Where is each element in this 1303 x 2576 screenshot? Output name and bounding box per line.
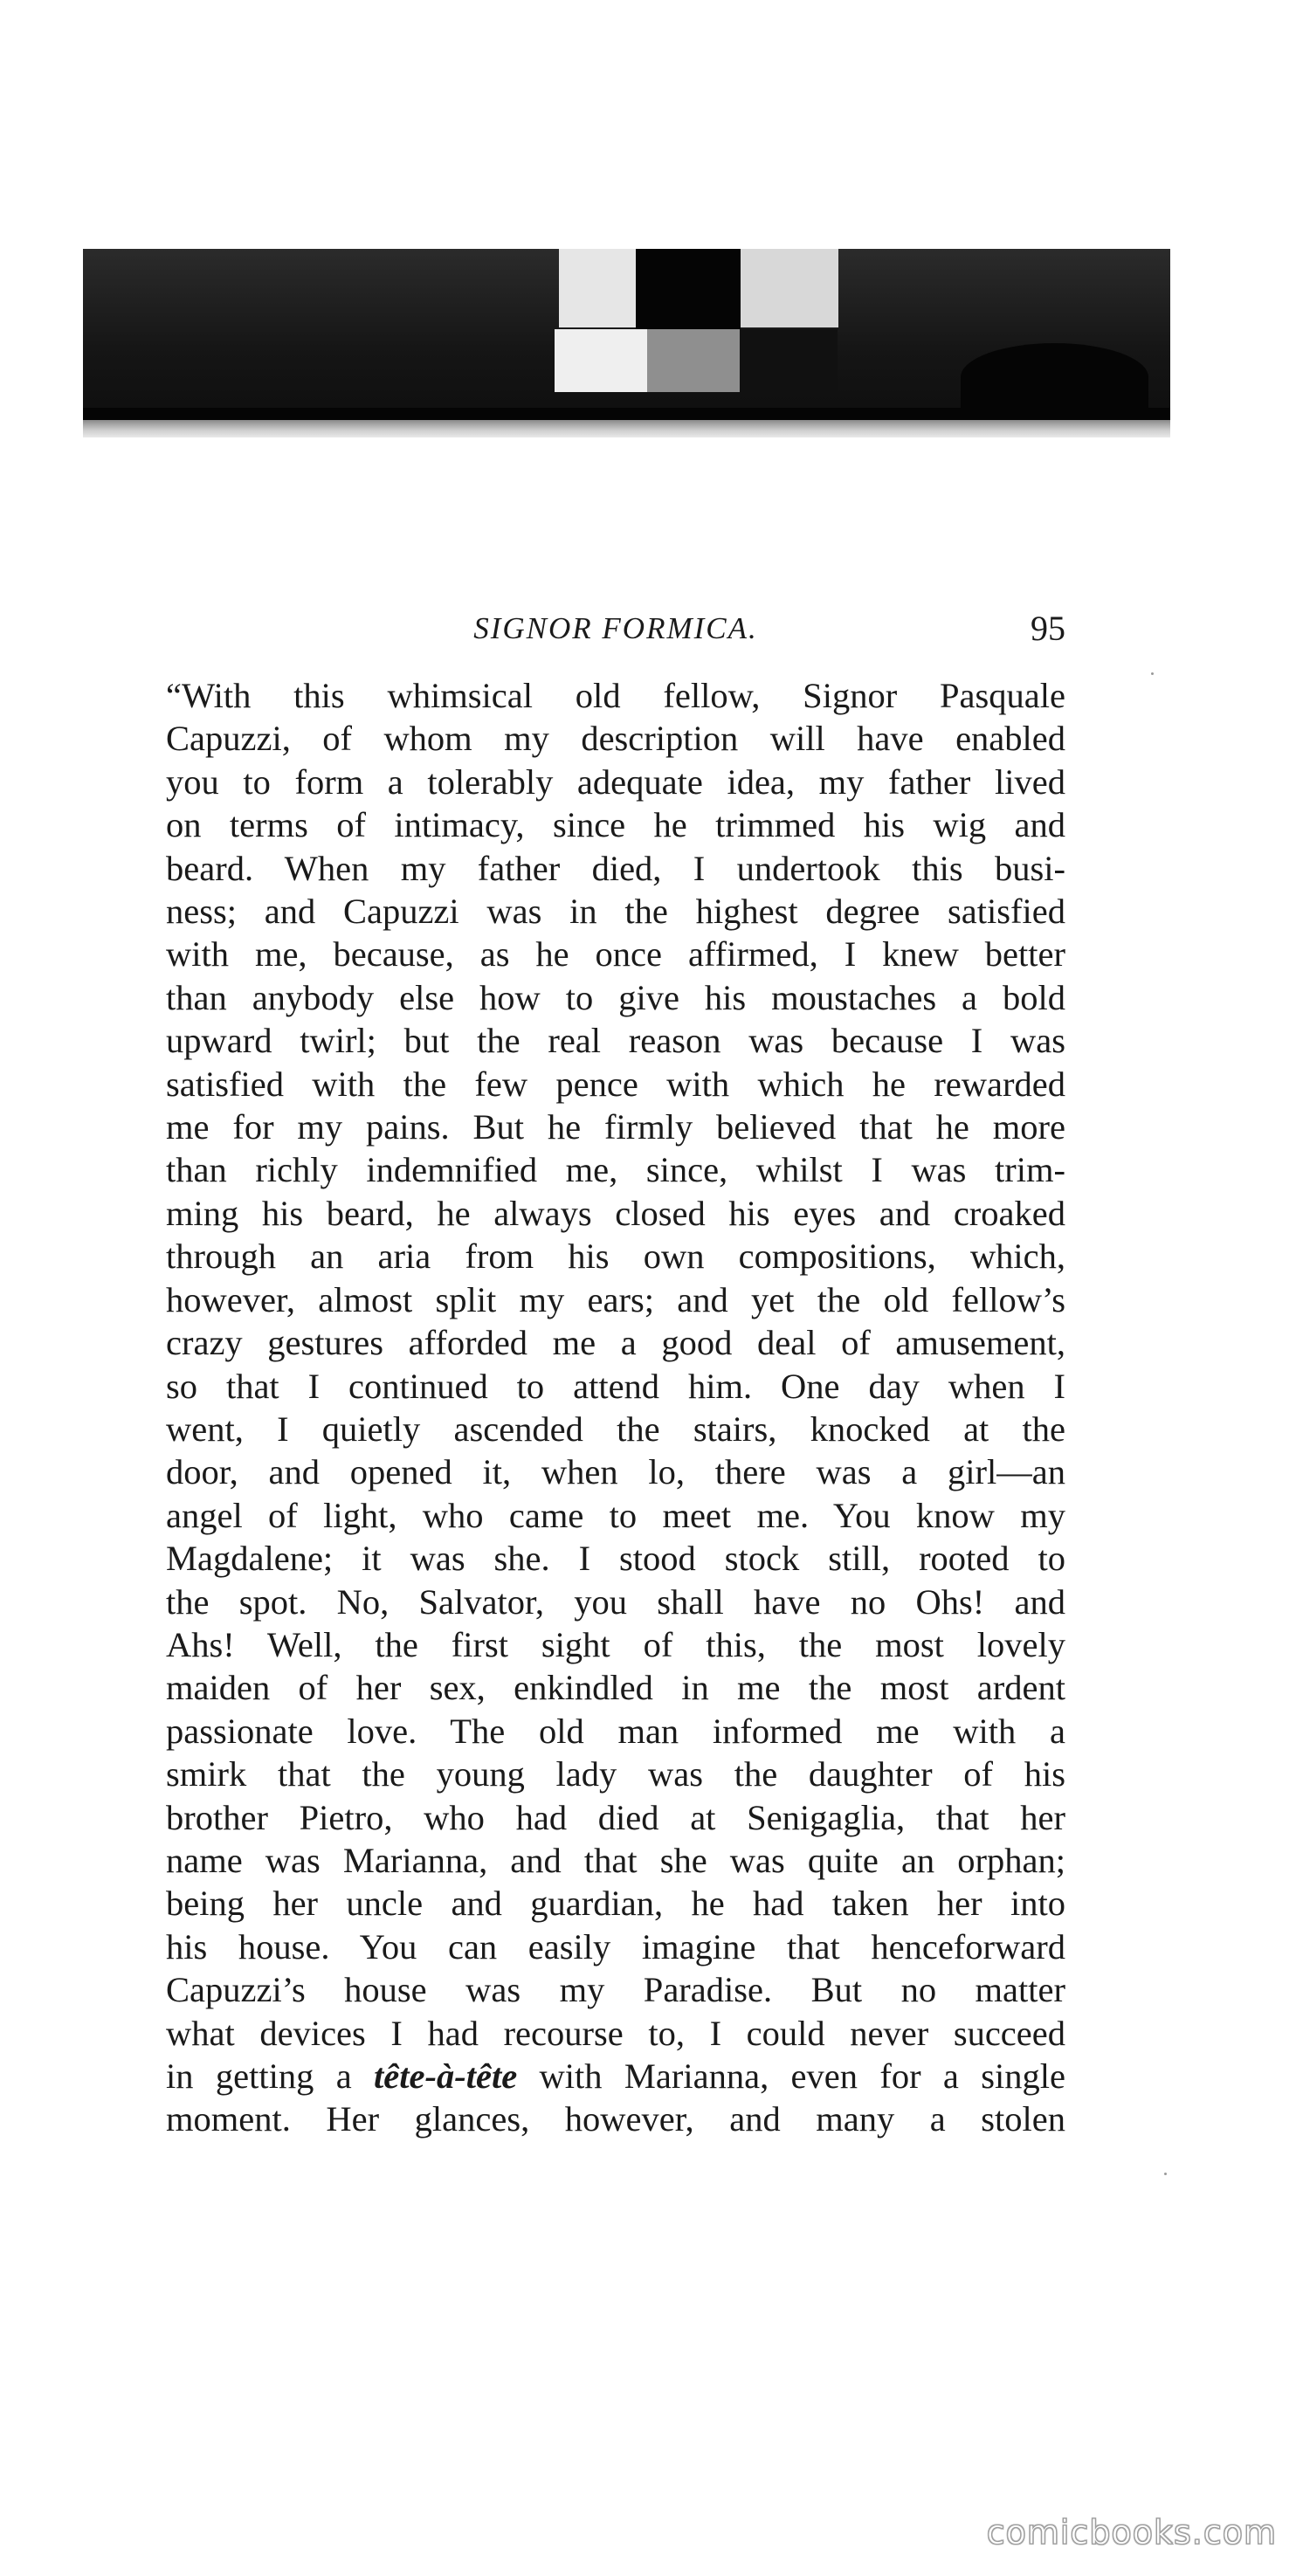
text-line: satisfied with the few pence with which he rewarded: [166, 1064, 1065, 1104]
text-line: you to form a tolerably adequate idea, my father lived: [166, 761, 1065, 802]
text-line: name was Marianna, and that she was quite an orphan;: [166, 1840, 1065, 1880]
text-line: on terms of intimacy, since he trimmed his wig and: [166, 805, 1065, 845]
text-line: [166, 2055, 1065, 2097]
text-line: door, and opened it, when lo, there was a girl—an: [166, 1452, 1065, 1492]
image-floor: [83, 420, 1170, 437]
watermark: comicbooks.com: [986, 2513, 1277, 2552]
text-line: crazy gestures afforded me a good deal of amusement,: [166, 1323, 1065, 1363]
running-title: SIGNOR FORMICA.: [473, 611, 758, 645]
image-shape: [961, 343, 1148, 411]
image-block: [636, 249, 741, 329]
text-line: Magdalene; it was she. I stood stock still, rooted to: [166, 1539, 1065, 1579]
text-line: through an aria from his own compositions, which,: [166, 1236, 1065, 1277]
text-fragment: in getting a: [166, 2056, 352, 2096]
image-block: [559, 249, 636, 327]
text-line: brother Pietro, who had died at Senigaglia, that her: [166, 1797, 1065, 1837]
text-line: what devices I had recourse to, I could never succeed: [166, 2013, 1065, 2053]
page-number: 95: [1031, 609, 1065, 648]
text-line: his house. You can easily imagine that henceforward: [166, 1926, 1065, 1966]
text-line: so that I continued to attend him. One day when I: [166, 1366, 1065, 1406]
text-line: “With this whimsical old fellow, Signor Pasquale: [166, 676, 1065, 715]
text-line: than anybody else how to give his moustaches a bold: [166, 977, 1065, 1017]
text-line: smirk that the young lady was the daughter of his: [166, 1754, 1065, 1794]
text-line: maiden of her sex, enkindled in me the most ardent: [166, 1668, 1065, 1708]
text-line: being her uncle and guardian, he had taken her into: [166, 1884, 1065, 1924]
text-line: passionate love. The old man informed me with a: [166, 1711, 1065, 1751]
italic-phrase: tête-à-tête: [374, 2056, 518, 2096]
text-line: moment. Her glances, however, and many a stolen: [166, 2099, 1065, 2139]
text-line: went, I quietly ascended the stairs, knocked at the: [166, 1409, 1065, 1449]
text-line: than richly indemnified me, since, whilst I was trim-: [166, 1150, 1065, 1190]
text-line: me for my pains. But he firmly believed that he more: [166, 1107, 1065, 1147]
running-head: [166, 603, 1065, 655]
text-fragment: with Marianna, even for a single: [539, 2056, 1065, 2096]
text-line: the spot. No, Salvator, you shall have no Ohs! and: [166, 1581, 1065, 1622]
text-line: however, almost split my ears; and yet the old fellow’s: [166, 1279, 1065, 1319]
image-block: [740, 329, 838, 392]
text-line: angel of light, who came to meet me. You know my: [166, 1495, 1065, 1535]
text-line: Capuzzi, of whom my description will have enabled: [166, 719, 1065, 759]
body-text: [166, 674, 1065, 2141]
text-line: ming his beard, he always closed his eyes and croaked: [166, 1193, 1065, 1233]
image-block: [555, 329, 647, 392]
text-line: ness; and Capuzzi was in the highest degree satisfied: [166, 892, 1065, 932]
scan-speck: [1164, 2173, 1167, 2175]
text-line: with me, because, as he once affirmed, I knew better: [166, 934, 1065, 975]
scanned-header-image: [83, 249, 1170, 437]
text-line: Ahs! Well, the first sight of this, the most lovely: [166, 1624, 1065, 1664]
text-line: beard. When my father died, I undertook this busi-: [166, 848, 1065, 888]
image-block: [741, 249, 838, 327]
text-line: upward twirl; but the real reason was because I was: [166, 1021, 1065, 1061]
scan-speck: [1151, 672, 1154, 675]
text-line: Capuzzi’s house was my Paradise. But no matter: [166, 1970, 1065, 2010]
